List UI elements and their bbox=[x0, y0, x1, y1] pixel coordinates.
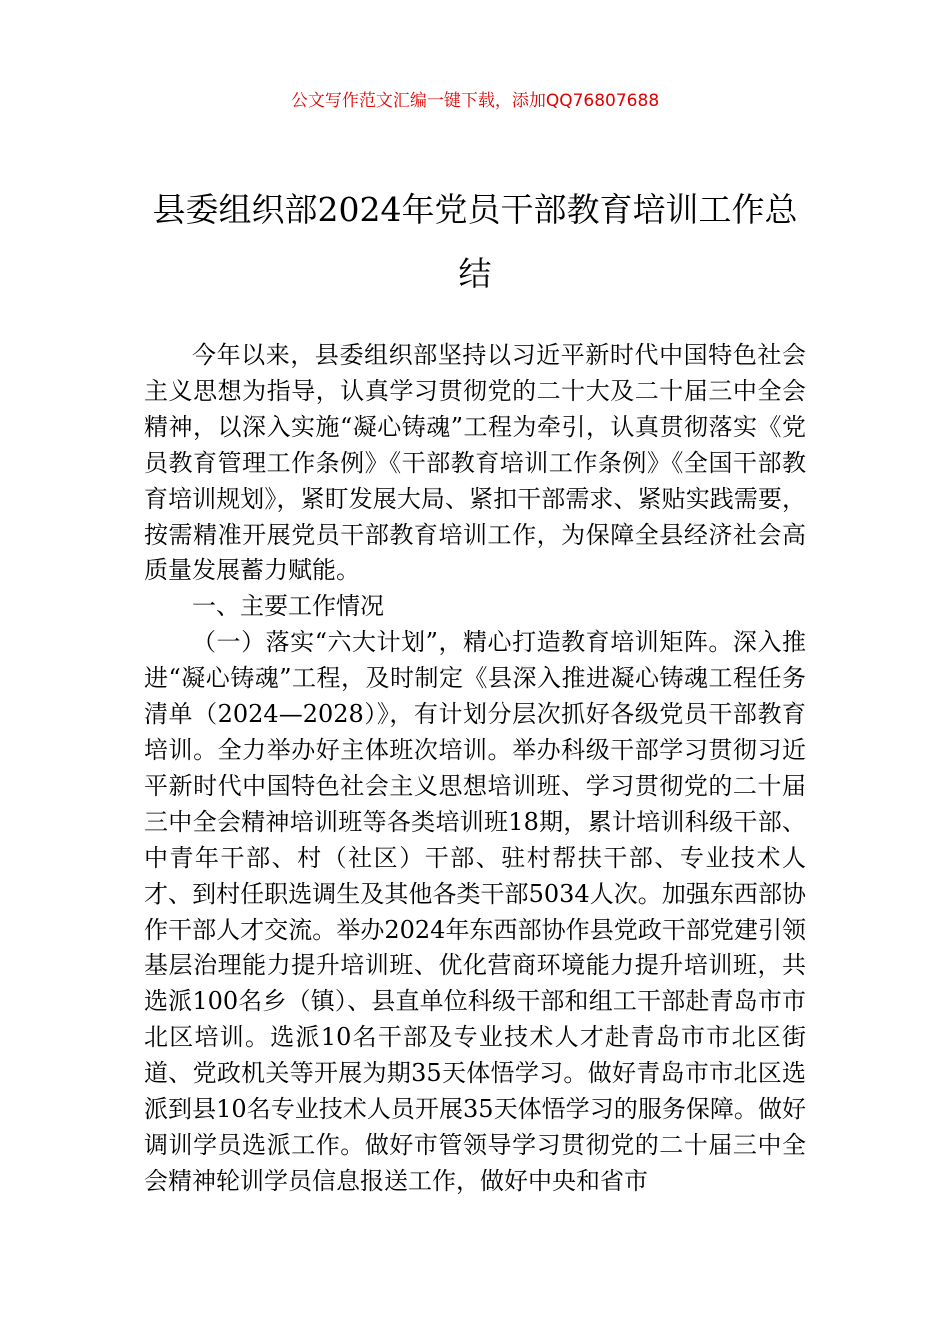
subsection-body: 深入推进“凝心铸魂”工程，及时制定《县深入推进凝心铸魂工程任务清单（2024—2028）》，有计划分层次抓好各级党员干部教育培训。全力举办好主体班次培训。举办科级干部学习贯彻习近平新时代中国特色社会主义思想培训班、学习贯彻党的二十届三中全会精神培训班等各类培训班18期，累计培训科级干部、中青年干部、村（社区）干部、驻村帮扶干部、专业技术人才、到村任职选调生及其他各类干部5034人次。加强东西部协作干部人才交流。举办2024年东西部协作县党政干部党建引领基层治理能力提升培训班、优化营商环境能力提升培训班，共选派100名乡（镇）、县直单位科级干部和组工干部赴青岛市市北区培训。选派10名干部及专业技术人才赴青岛市市北区街道、党政机关等开展为期35天体悟学习。做好青岛市市北区选派到县10名专业技术人员开展35天体悟学习的服务保障。做好调训学员选派工作。做好市管领导学习贯彻党的二十届三中全会精神轮训学员信息报送工作，做好中央和省市 bbox=[144, 628, 806, 1195]
document-title: 县委组织部2024年党员干部教育培训工作总结 bbox=[152, 190, 798, 293]
intro-paragraph: 今年以来，县委组织部坚持以习近平新时代中国特色社会主义思想为指导，认真学习贯彻党的二十大及二十届三中全会精神，以深入实施“凝心铸魂”工程为牵引，认真贯彻落实《党员教育管理工作条例》《干部教育培训工作条例》《全国干部教育培训规划》，紧盯发展大局、紧扣干部需求、紧贴实践需要，按需精准开展党员干部教育培训工作，为保障全县经济社会高质量发展蓄力赋能。 bbox=[144, 341, 806, 585]
document-body bbox=[144, 338, 806, 1200]
subsection-paragraph bbox=[144, 625, 806, 1200]
subsection-heading: （一）落实“六大计划”，精心打造教育培训矩阵。 bbox=[192, 628, 733, 657]
header-note: 公文写作范文汇编一键下载，添加QQ76807688 bbox=[290, 91, 660, 111]
section-heading: 一、主要工作情况 bbox=[192, 592, 384, 621]
